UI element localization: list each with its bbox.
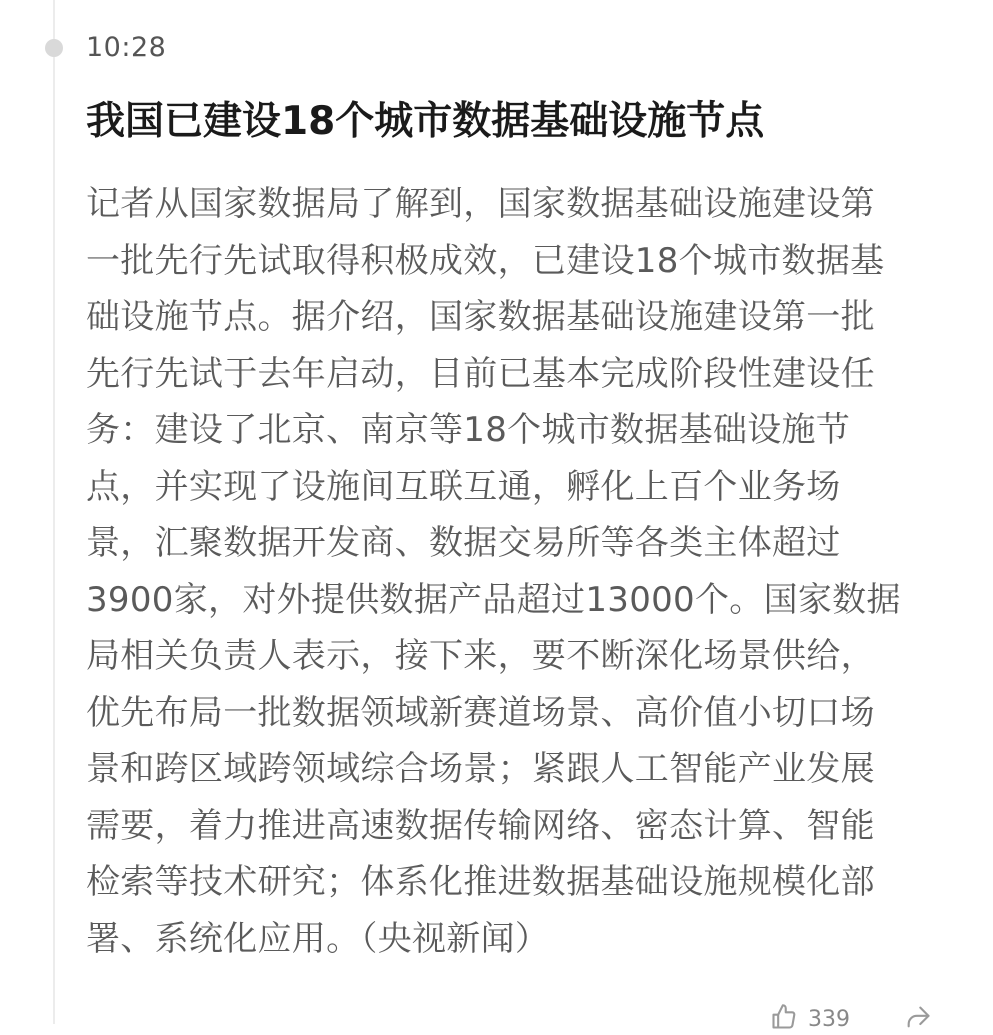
like-count: 339 xyxy=(808,1006,850,1032)
body-line: 点，并实现了设施间互联互通，孵化上百个业务场 xyxy=(86,466,841,507)
thumbs-up-icon xyxy=(770,1003,798,1035)
body-line: 局相关负责人表示，接下来，要不断深化场景供给， xyxy=(86,636,875,676)
like-button[interactable] xyxy=(770,1003,850,1035)
news-body xyxy=(86,176,966,967)
body-line: 先行先试于去年启动，目前已基本完成阶段性建设任 xyxy=(86,353,875,394)
body-line: 检索等技术研究；体系化推进数据基础设施规模化部 xyxy=(86,862,875,902)
share-button[interactable] xyxy=(904,1003,932,1035)
timeline-dot xyxy=(45,39,63,57)
body-line: 景和跨区域跨领域综合场景；紧跟人工智能产业发展 xyxy=(86,749,875,789)
body-line: 景，汇聚数据开发商、数据交易所等各类主体超过 xyxy=(86,523,841,563)
news-headline[interactable]: 我国已建设18个城市数据基础设施节点 xyxy=(86,99,765,144)
body-line: 务：建设了北京、南京等18个城市数据基础设施节 xyxy=(86,410,851,450)
timeline-line xyxy=(53,0,55,1024)
body-line: 署、系统化应用。（央视新闻） xyxy=(86,918,550,959)
body-line: 一批先行先试取得积极成效，已建设18个城市数据基 xyxy=(86,240,885,281)
body-line: 记者从国家数据局了解到，国家数据基础设施建设第 xyxy=(86,184,875,224)
news-time: 10:28 xyxy=(86,32,167,63)
body-line: 础设施节点。据介绍，国家数据基础设施建设第一批 xyxy=(86,297,875,337)
body-line: 3900家，对外提供数据产品超过13000个。国家数据 xyxy=(86,579,901,620)
body-line: 优先布局一批数据领域新赛道场景、高价值小切口场 xyxy=(86,692,875,733)
share-icon xyxy=(904,1003,932,1035)
news-footer xyxy=(770,1004,932,1034)
body-line: 需要，着力推进高速数据传输网络、密态计算、智能 xyxy=(86,805,875,846)
